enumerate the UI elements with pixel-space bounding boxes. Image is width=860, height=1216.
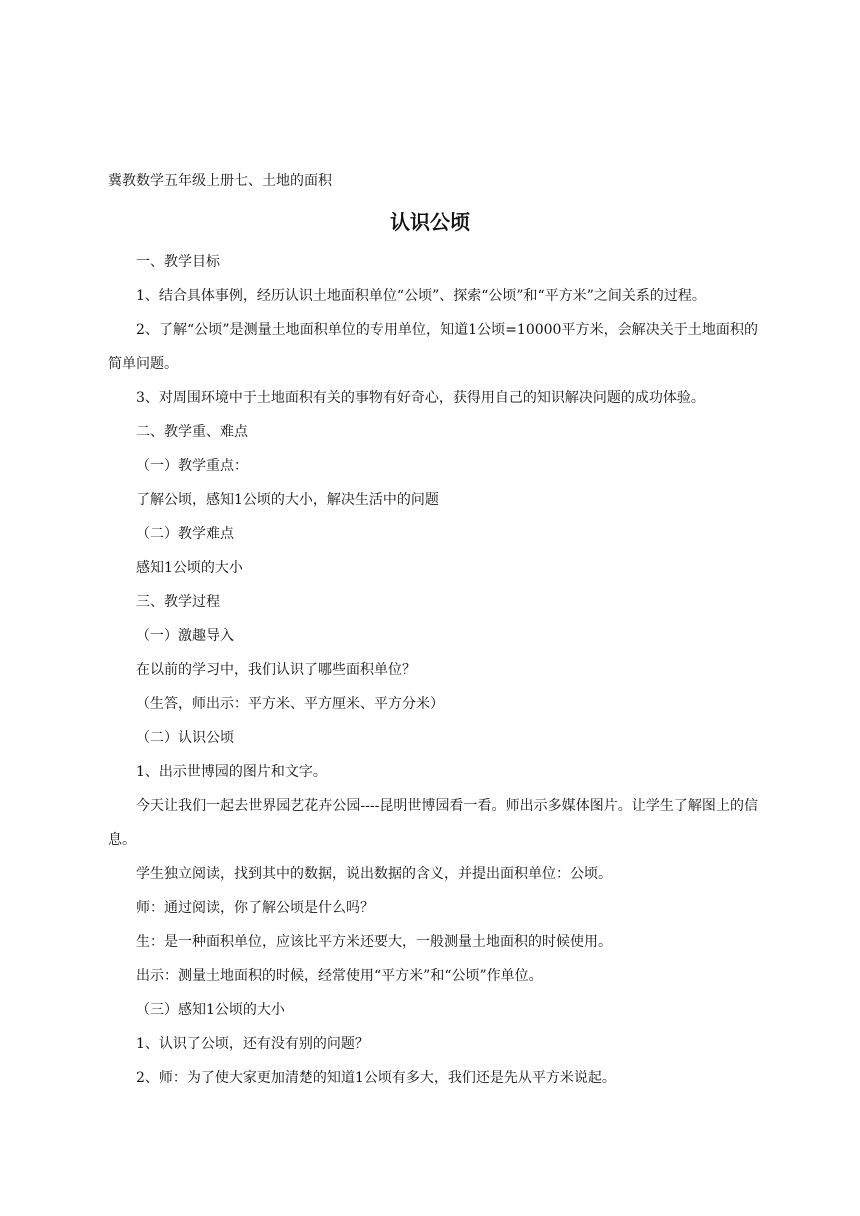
paragraph: 1、认识了公顷，还有没有别的问题？ xyxy=(136,1036,369,1052)
section-heading: 二、教学重、难点 xyxy=(136,424,248,440)
subsection-heading: （二）认识公顷 xyxy=(136,730,234,746)
paragraph: 在以前的学习中，我们认识了哪些面积单位？ xyxy=(136,662,416,678)
paragraph: 学生独立阅读，找到其中的数据，说出数据的含义，并提出面积单位：公顷。 xyxy=(136,866,612,882)
subsection-heading: （三）感知1公顷的大小 xyxy=(136,1002,285,1018)
paragraph: 师：通过阅读，你了解公顷是什么吗？ xyxy=(136,900,374,916)
paragraph: 3、对周围环境中于土地面积有关的事物有好奇心，获得用自己的知识解决问题的成功体验。 xyxy=(136,390,705,406)
paragraph: 今天让我们一起去世界园艺花卉公园----昆明世博园看一看。师出示多媒体图片。让学生了解图上的信息。 xyxy=(108,798,758,848)
paragraph: 2、师：为了使大家更加清楚的知道1公顷有多大，我们还是先从平方米说起。 xyxy=(136,1070,616,1086)
paragraph: 2、了解“公顷”是测量土地面积单位的专用单位，知道1公顷=10000平方米，会解决关于土地面积的简单问题。 xyxy=(108,322,758,372)
paragraph: 生：是一种面积单位，应该比平方米还要大，一般测量土地面积的时候使用。 xyxy=(136,934,612,950)
subsection-heading: （二）教学难点 xyxy=(136,526,234,542)
document-header: 冀教数学五年级上册七、土地的面积 xyxy=(108,173,332,189)
paragraph: 1、出示世博园的图片和文字。 xyxy=(136,764,327,780)
document-body xyxy=(108,245,758,1095)
document-title: 认识公顷 xyxy=(390,210,470,234)
paragraph: （生答，师出示：平方米、平方厘米、平方分米） xyxy=(136,696,444,712)
paragraph: 出示：测量土地面积的时候，经常使用“平方米”和“公顷”作单位。 xyxy=(136,968,543,984)
paragraph: 1、结合具体事例，经历认识土地面积单位“公顷”、探索“公顷”和“平方米”之间关系的过程。 xyxy=(136,288,706,304)
paragraph: 了解公顷，感知1公顷的大小，解决生活中的问题 xyxy=(136,492,439,508)
section-heading: 一、教学目标 xyxy=(136,254,220,270)
paragraph: 感知1公顷的大小 xyxy=(136,560,243,576)
section-heading: 三、教学过程 xyxy=(136,594,220,610)
subsection-heading: （一）激趣导入 xyxy=(136,628,234,644)
subsection-heading: （一）教学重点： xyxy=(136,458,248,474)
